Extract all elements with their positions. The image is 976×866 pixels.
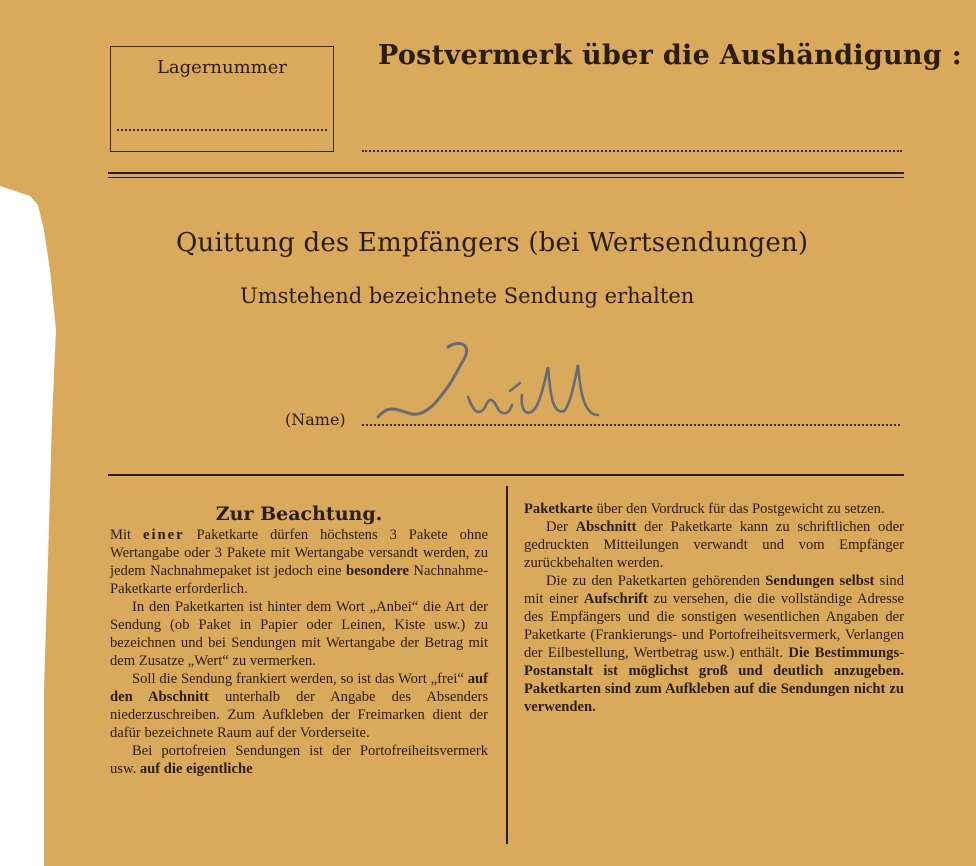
notice-text-run: einer (143, 527, 185, 543)
notice-text-run: Paketkarte (524, 501, 593, 517)
postal-note-dotted-line (362, 150, 902, 152)
notice-text-run: Abschnitt (575, 519, 637, 535)
section-divider-top-1 (108, 172, 904, 174)
handwritten-signature (360, 335, 640, 435)
notice-paragraph (524, 500, 904, 518)
notice-text-run: Der (546, 519, 576, 535)
notice-paragraph (110, 526, 488, 598)
notice-text-run: auf den Abschnitt (110, 671, 488, 705)
notice-text-run: auf die eigentliche (139, 761, 253, 777)
receipt-subtitle: Umstehend bezeichnete Sendung erhalten (240, 284, 695, 308)
notice-text-run: sind mit einer (524, 573, 904, 607)
name-dotted-line (362, 424, 900, 426)
notice-text-run: Die zu den Paketkarten gehörenden (546, 573, 766, 589)
notice-paragraph (524, 518, 904, 572)
notice-text-run: Soll die Sendung frankiert werden, so ist das Wort „frei“ (132, 671, 468, 687)
notice-paragraph (524, 572, 904, 716)
name-label: (Name) (285, 410, 346, 429)
notice-heading: Zur Beachtung. (215, 503, 383, 525)
notice-text-run: Aufschrift (583, 591, 648, 607)
notice-text-run: Nachnahme-Paketkarte erforderlich. (110, 563, 488, 597)
notice-text-run: Die Bestimmungs-Postanstalt ist möglichst groß und deutlich anzugeben. Paketkarten sind zum Aufkleben auf die Sendungen nicht zu verwenden. (524, 645, 904, 715)
notice-text-run: Sendungen selbst (765, 573, 875, 589)
notice-text-run: Paketkarte dürfen höchstens 3 Pakete ohne Wertangabe oder 3 Pakete mit Wertangabe versandt werden, zu jedem Nachnahmepaket ist jedoch eine (110, 527, 488, 579)
notice-text-run: Bei portofreien Sendungen ist der Portofreiheitsvermerk usw. (110, 743, 488, 777)
storage-number-dotted-line (117, 129, 327, 131)
notice-text-run: Mit (110, 527, 144, 543)
storage-number-label: Lagernummer (156, 57, 288, 78)
notice-left-column (110, 526, 488, 778)
column-separator (506, 486, 508, 844)
notice-text-run: besondere (346, 563, 410, 579)
notice-paragraph (110, 598, 488, 670)
postal-note-heading: Postvermerk über die Aushändigung : (378, 40, 963, 71)
receipt-title: Quittung des Empfängers (bei Wertsendungen) (176, 228, 809, 258)
section-divider-bottom (108, 474, 904, 476)
notice-paragraph (110, 742, 488, 778)
notice-paragraph (110, 670, 488, 742)
notice-text-run: In den Paketkarten ist hinter dem Wort „Anbei“ die Art der Sendung (ob Paket in Papier oder Leinen, Kiste usw.) zu bezeichnen und bei Sendungen mit Wertangabe der Betrag mit dem Zusatze „Wert“ zu vermerken. (110, 599, 488, 669)
notice-text-run: zu versehen, die die vollständige Adresse des Empfängers und die sonstigen wesentlichen Angaben der Paketkarte (Frankierungs- und Portofreiheitsvermerk, Verlangen der Eilbestellung, Wertbetrag usw.) enthält. (524, 591, 904, 661)
notice-text-run: der Paketkarte kann zu schriftlichen oder gedruckten Mitteilungen verwandt und vom Empfänger zurückbehalten werden. (524, 519, 904, 571)
notice-right-column (524, 500, 904, 716)
section-divider-top-2 (108, 177, 904, 178)
notice-text-run: über den Vordruck für das Postgewicht zu setzen. (592, 501, 885, 517)
storage-number-box (110, 46, 334, 152)
notice-text-run: unterhalb der Angabe des Absenders niederzuschreiben. Zum Aufkleben der Freimarken dient der dafür bezeichnete Raum auf der Vorderseite. (110, 689, 488, 741)
